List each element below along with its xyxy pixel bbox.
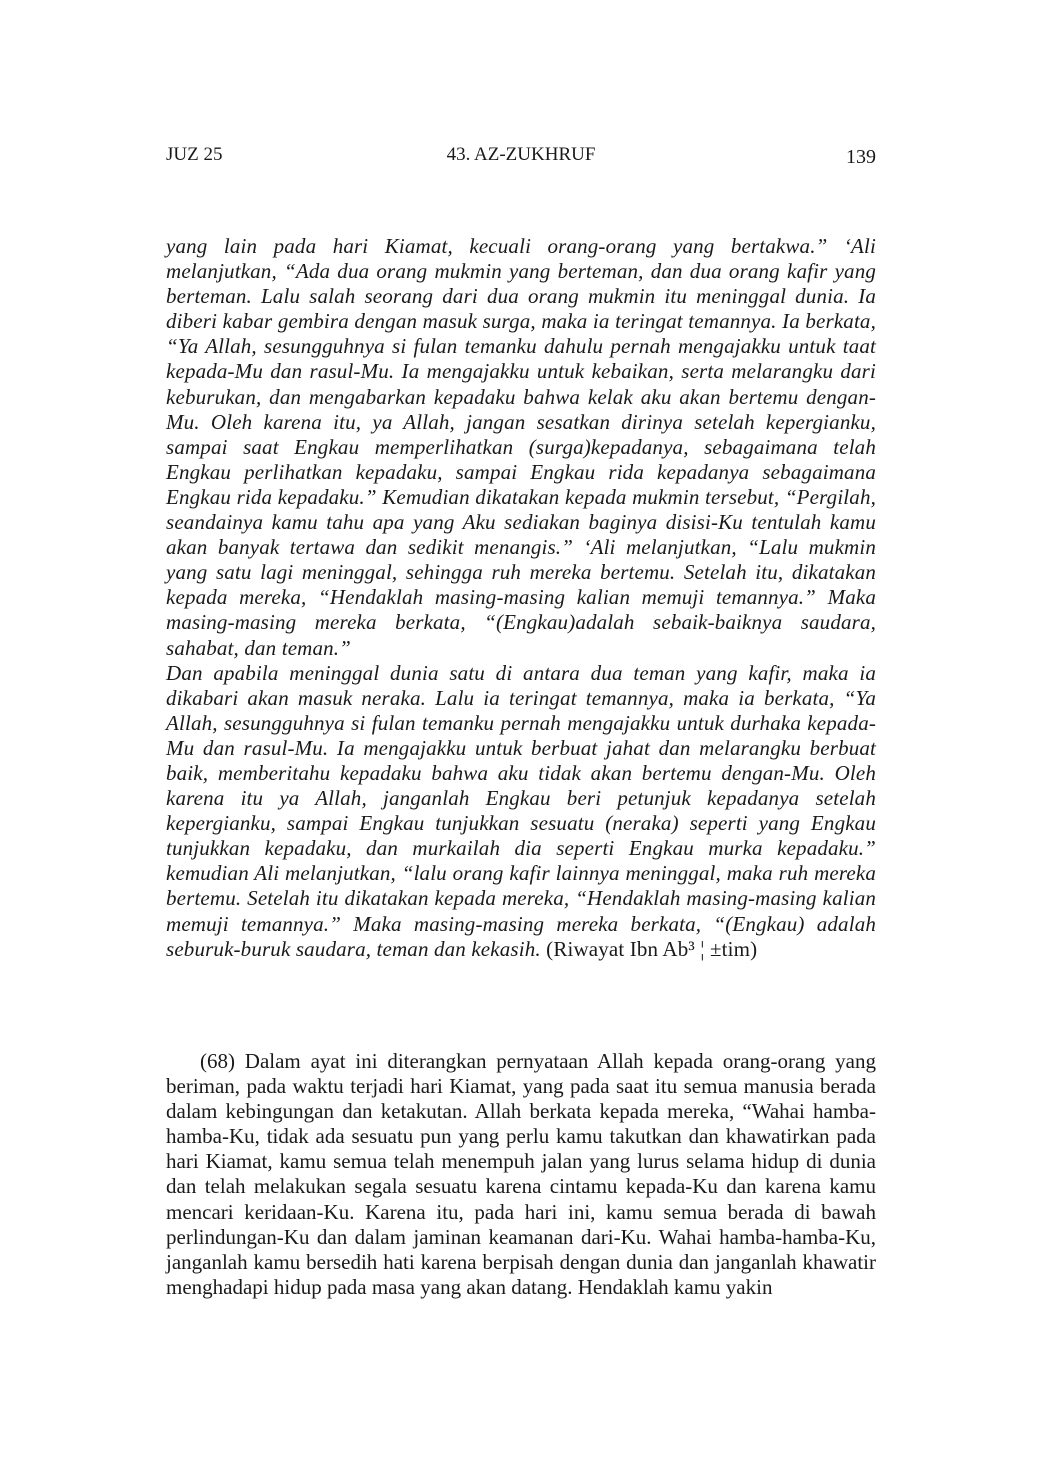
quote-paragraph-disbelievers-text: Dan apabila meninggal dunia satu di antara dua teman yang kafir, maka ia dikabari akan masuk neraka. Lalu ia teringat temannya, maka ia berkata, “Ya Allah, sesungguhnya si fulan temanku pernah mengajakku untuk durhaka kepada-Mu dan rasul-Mu. Ia mengajakku untuk berbuat jahat dan melarangku berbuat baik, memberitahu kepadaku bahwa aku tidak akan bertemu dengan-Mu. Oleh karena itu ya Allah, janganlah Engkau beri petunjuk kepadanya setelah kepergianku, sampai Engkau tunjukkan sesuatu (neraka) seperti yang Engkau tunjukkan kepadaku, dan murkailah dia seperti Engkau murka kepadaku.” kemudian Ali melanjutkan, “lalu orang kafir lainnya meninggal, maka ruh mereka bertemu. Setelah itu dikatakan kepada mereka, “Hendaklah masing-masing kalian memuji temannya.” Maka masing-masing mereka berkata, “(Engkau) adalah seburuk-buruk saudara, teman dan kekasih.: [166, 660, 876, 961]
hadith-quote: [166, 234, 876, 962]
verse-commentary: [166, 1049, 876, 1300]
page-number: 139: [846, 146, 876, 168]
quote-paragraph-believers: yang lain pada hari Kiamat, kecuali orang-orang yang bertakwa.” ‘Ali melanjutkan, “Ada dua orang mukmin yang berteman, dan dua orang kafir yang berteman. Lalu salah seorang dari dua orang mukmin itu meninggal dunia. Ia diberi kabar gembira dengan masuk surga, maka ia teringat temannya. Ia berkata, “Ya Allah, sesungguhnya si fulan temanku dahulu pernah mengajakku untuk taat kepada-Mu dan rasul-Mu. Ia mengajakku untuk kebaikan, serta melarangku dari keburukan, dan mengabarkan kepadaku bahwa kelak aku akan bertemu dengan-Mu. Oleh karena itu, ya Allah, jangan sesatkan dirinya setelah kepergianku, sampai saat Engkau memperlihatkan (surga)kepadanya, sebagaimana telah Engkau perlihatkan kepadaku, sampai Engkau rida kepadanya sebagaimana Engkau rida kepadaku.” Kemudian dikatakan kepada mukmin tersebut, “Pergilah, seandainya kamu tahu apa yang Aku sediakan baginya disisi-Ku tentulah kamu akan banyak tertawa dan sedikit menangis.” ‘Ali melanjutkan, “Lalu mukmin yang satu lagi meninggal, sehingga ruh mereka bertemu. Setelah itu, dikatakan kepada mereka, “Hendaklah masing-masing kalian memuji temannya.” Maka masing-masing mereka berkata, “(Engkau)adalah sebaik-baiknya saudara, sahabat, dan teman.”: [166, 234, 876, 660]
quote-paragraph-disbelievers: [166, 661, 876, 962]
juz-label: JUZ 25: [166, 144, 223, 165]
hadith-citation: (Riwayat Ibn Ab³ ¦ ±tim): [546, 936, 758, 961]
commentary-paragraph: (68) Dalam ayat ini diterangkan pernyataan Allah kepada orang-orang yang beriman, pada waktu terjadi hari Kiamat, yang pada saat itu semua manusia berada dalam kebingungan dan ketakutan. Allah berkata kepada mereka, “Wahai hamba-hamba-Ku, tidak ada sesuatu pun yang perlu kamu takutkan dan khawatirkan pada hari Kiamat, kamu semua telah menempuh jalan yang lurus selama hidup di dunia dan telah melakukan segala sesuatu karena cintamu kepada-Ku dan karena kamu mencari keridaan-Ku. Karena itu, pada hari ini, kamu semua berada di bawah perlindungan-Ku dan dalam jaminan keamanan dari-Ku. Wahai hamba-hamba-Ku, janganlah kamu bersedih hati karena berpisah dengan dunia dan janganlah khawatir menghadapi hidup pada masa yang akan datang. Hendaklah kamu yakin: [166, 1049, 876, 1299]
surah-title: 43. AZ-ZUKHRUF: [446, 144, 596, 165]
running-header: [166, 144, 876, 174]
